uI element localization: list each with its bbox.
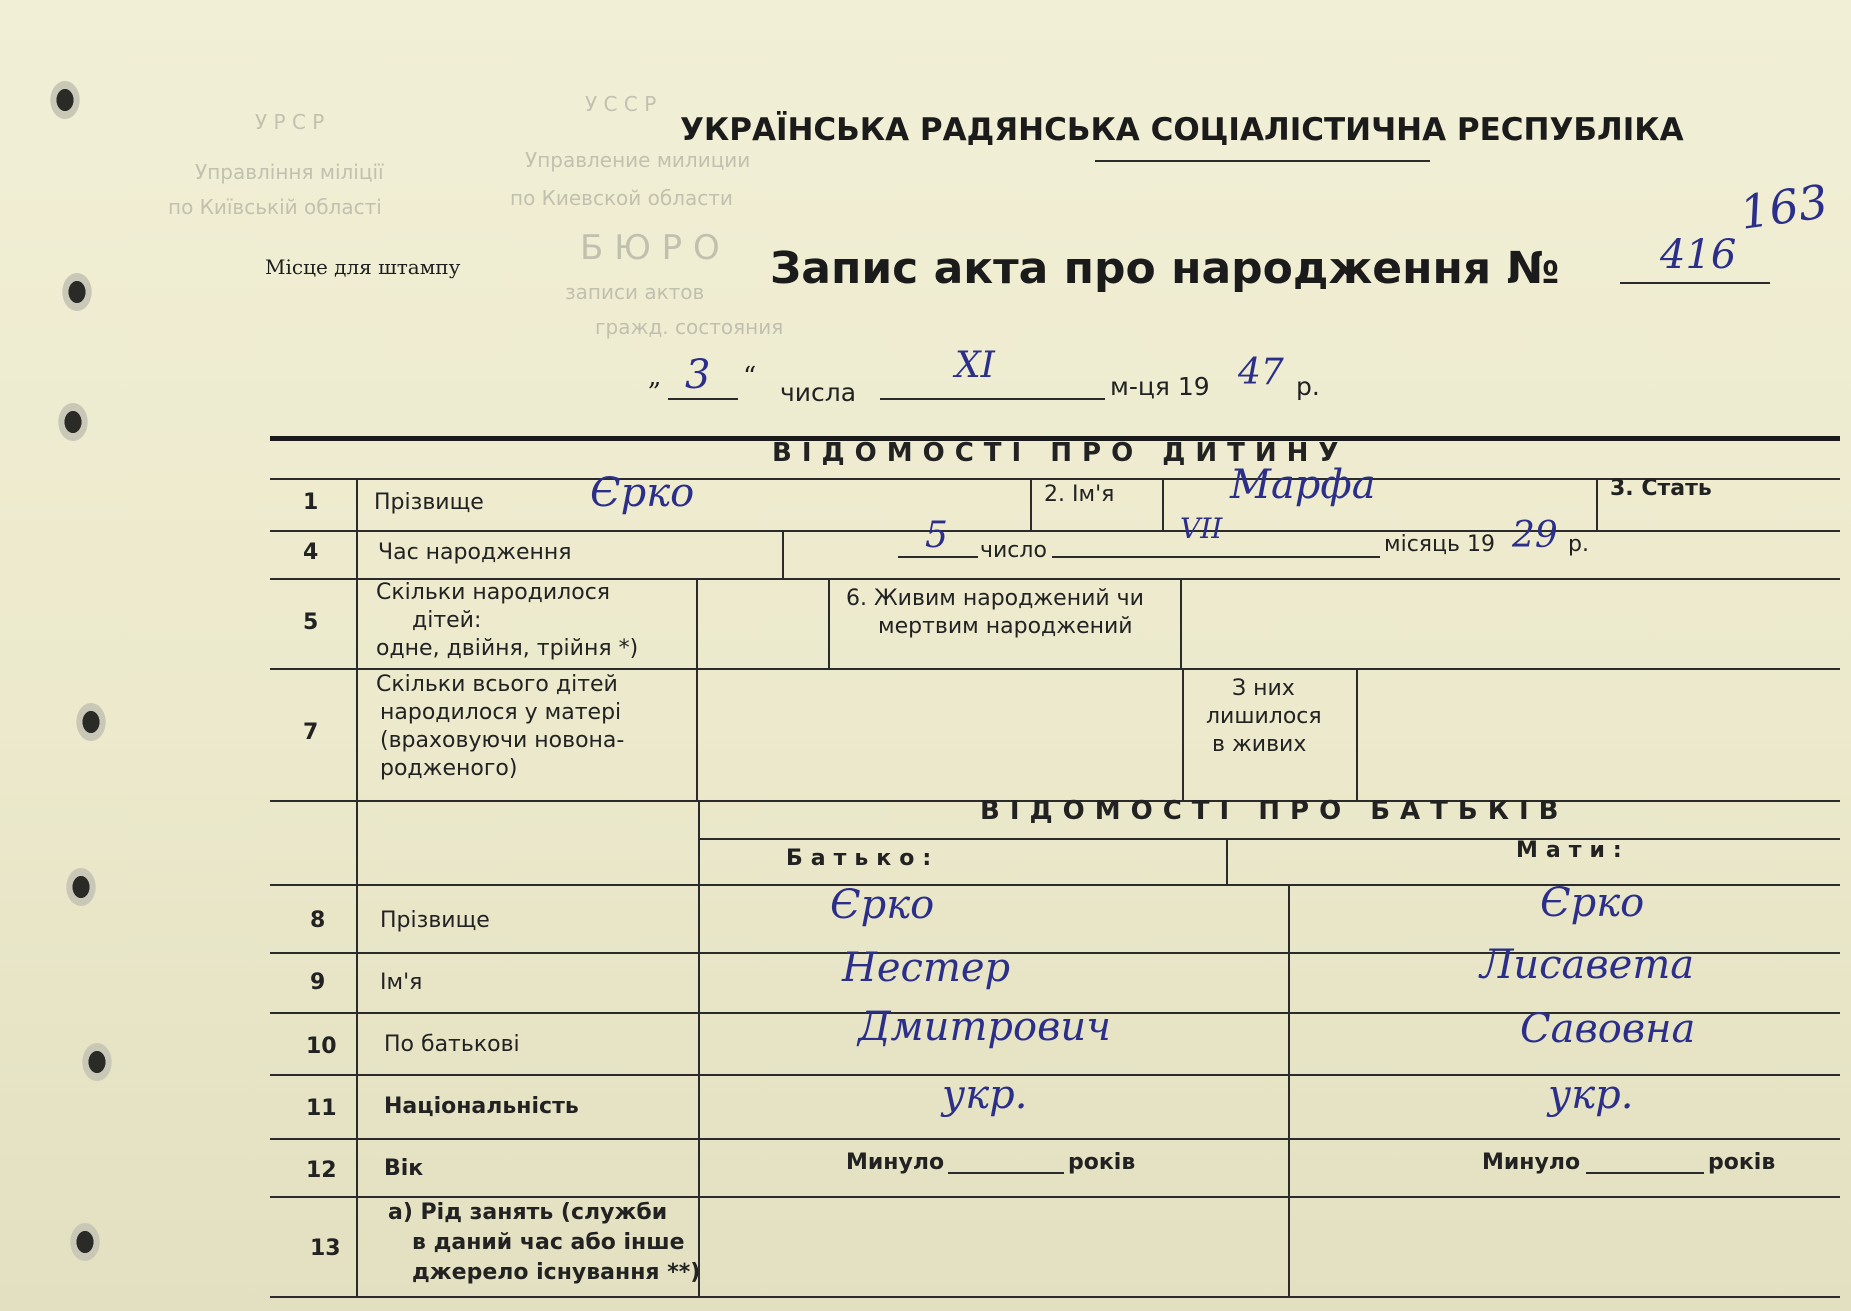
document-title: Запис акта про народження № [770,243,1560,294]
col-divider [696,580,698,668]
date-quote-open: „ [648,362,662,392]
col-divider [1180,580,1182,668]
father-name: Нестер [842,945,1011,991]
punch-hole [68,1220,102,1264]
record-number-line [1620,282,1770,284]
nationality-label: Національність [384,1094,579,1119]
child-surname-value: Єрко [590,470,695,516]
faded-stamp-text: Управление милиции [525,148,751,172]
date-month-label: м-ця 19 [1110,372,1210,401]
stamp-place-label: Місце для штампу [265,255,461,279]
faded-stamp-text: по Київській області [168,195,382,219]
date-quote-close: “ [743,362,757,392]
father-patronymic: Дмитрович [858,1004,1111,1050]
parent-surname-label: Прізвище [380,908,490,933]
margin-number: 163 [1736,174,1832,240]
date-day-label: числа [780,378,857,407]
child-section-title: ВІДОМОСТІ ПРО ДИТИНУ [772,438,1349,468]
mother-surname: Єрко [1540,880,1645,926]
parent-name-label: Ім'я [380,970,423,995]
row-divider [270,668,1840,670]
punch-hole [60,270,94,314]
alive-or-stillborn-label: мертвим народжений [878,614,1133,639]
father-age-prefix: Минуло [846,1150,945,1175]
punch-hole [74,700,108,744]
col-divider [1288,884,1290,1296]
parents-section-title: ВІДОМОСТІ ПРО БАТЬКІВ [980,796,1569,826]
mother-nationality: укр. [1548,1072,1634,1118]
row-divider [700,838,1840,840]
punch-hole [56,400,90,444]
col-divider [696,670,698,800]
date-year-label: р. [1296,372,1320,401]
row-divider [270,1196,1840,1198]
faded-stamp-text: гражд. состояния [595,315,784,339]
col-divider [1182,670,1184,800]
mother-name: Лисавета [1480,942,1695,988]
patronymic-label: По батькові [384,1032,520,1057]
total-children-label: родженого) [380,756,518,781]
punch-hole [64,865,98,909]
alive-or-stillborn-label: 6. Живим народжений чи [846,586,1144,611]
date-day-line [668,398,738,400]
birth-time-label: Час народження [378,540,572,565]
birth-day: 5 [925,515,948,556]
date-year: 47 [1238,352,1284,393]
row-number: 5 [303,610,319,635]
date-month-line [880,398,1105,400]
mother-header: Мати: [1516,838,1630,863]
faded-stamp-text: по Киевской области [510,186,733,210]
col-divider [1030,480,1032,530]
faded-stamp-text: Управління міліції [195,160,384,184]
row-number: 1 [303,490,319,515]
birth-day-line [898,556,978,558]
father-age-line [948,1172,1064,1174]
occupation-label: а) Рід занять (служби [388,1200,668,1225]
mother-age-prefix: Минуло [1482,1150,1581,1175]
child-name-value: Марфа [1230,462,1376,508]
faded-stamp-text: У Р С Р [255,110,325,134]
occupation-label: в даний час або інше [412,1230,685,1255]
children-count-label: дітей: [412,608,482,633]
row-divider [270,1296,1840,1298]
survivors-label: в живих [1212,732,1307,757]
age-label: Вік [384,1156,424,1181]
republic-heading: УКРАЇНСЬКА РАДЯНСЬКА СОЦІАЛІСТИЧНА РЕСПУБЛІКА [680,112,1684,148]
col-divider [1356,670,1358,800]
col-divider [828,580,830,668]
faded-stamp-text: У С С Р [585,92,657,116]
total-children-label: (враховуючи новона- [380,728,625,753]
col-divider [1226,840,1228,884]
col-divider [1596,480,1598,530]
birth-day-label: число [980,538,1047,563]
faded-stamp-text: Б Ю Р О [580,228,720,268]
occupation-label: джерело існування **) [412,1260,701,1285]
row-number: 11 [306,1096,337,1121]
total-children-label: народилося у матері [380,700,622,725]
father-age-suffix: років [1068,1150,1136,1175]
birth-month: VII [1180,512,1223,545]
father-surname: Єрко [830,882,935,928]
children-count-label: одне, двійня, трійня *) [376,636,639,661]
row-number: 8 [310,908,326,933]
col-divider [1162,480,1164,530]
birth-year-label: р. [1568,532,1589,557]
birth-month-label: місяць 19 [1384,532,1495,557]
date-month: XI [955,345,995,386]
faded-stamp-text: записи актов [565,280,705,304]
child-sex-label: 3. Стать [1610,476,1712,501]
col-divider [698,802,700,1296]
row-number: 7 [303,720,319,745]
row-number: 13 [310,1236,341,1261]
total-children-label: Скільки всього дітей [376,672,618,697]
row-number: 4 [303,540,319,565]
child-name-label: 2. Ім'я [1044,482,1115,507]
birth-year: 29 [1512,515,1558,556]
father-header: Батько: [786,846,940,871]
father-nationality: укр. [942,1072,1028,1118]
row-number: 12 [306,1158,337,1183]
row-divider [270,1138,1840,1140]
child-surname-label: Прізвище [374,490,484,515]
survivors-label: З них [1232,676,1295,701]
punch-hole [80,1040,114,1084]
survivors-label: лишилося [1206,704,1322,729]
mother-age-suffix: років [1708,1150,1776,1175]
row-number: 9 [310,970,326,995]
row-number: 10 [306,1034,337,1059]
col-divider [782,532,784,562]
mother-patronymic: Савовна [1520,1006,1696,1052]
birth-month-line [1052,556,1380,558]
row-divider [270,478,1840,480]
record-number: 416 [1660,232,1737,278]
col-divider [356,480,358,1296]
punch-hole [48,78,82,122]
heading-underline [1095,160,1430,162]
date-day: 3 [685,352,711,398]
children-count-label: Скільки народилося [376,580,611,605]
mother-age-line [1586,1172,1704,1174]
row-divider [270,530,1840,532]
